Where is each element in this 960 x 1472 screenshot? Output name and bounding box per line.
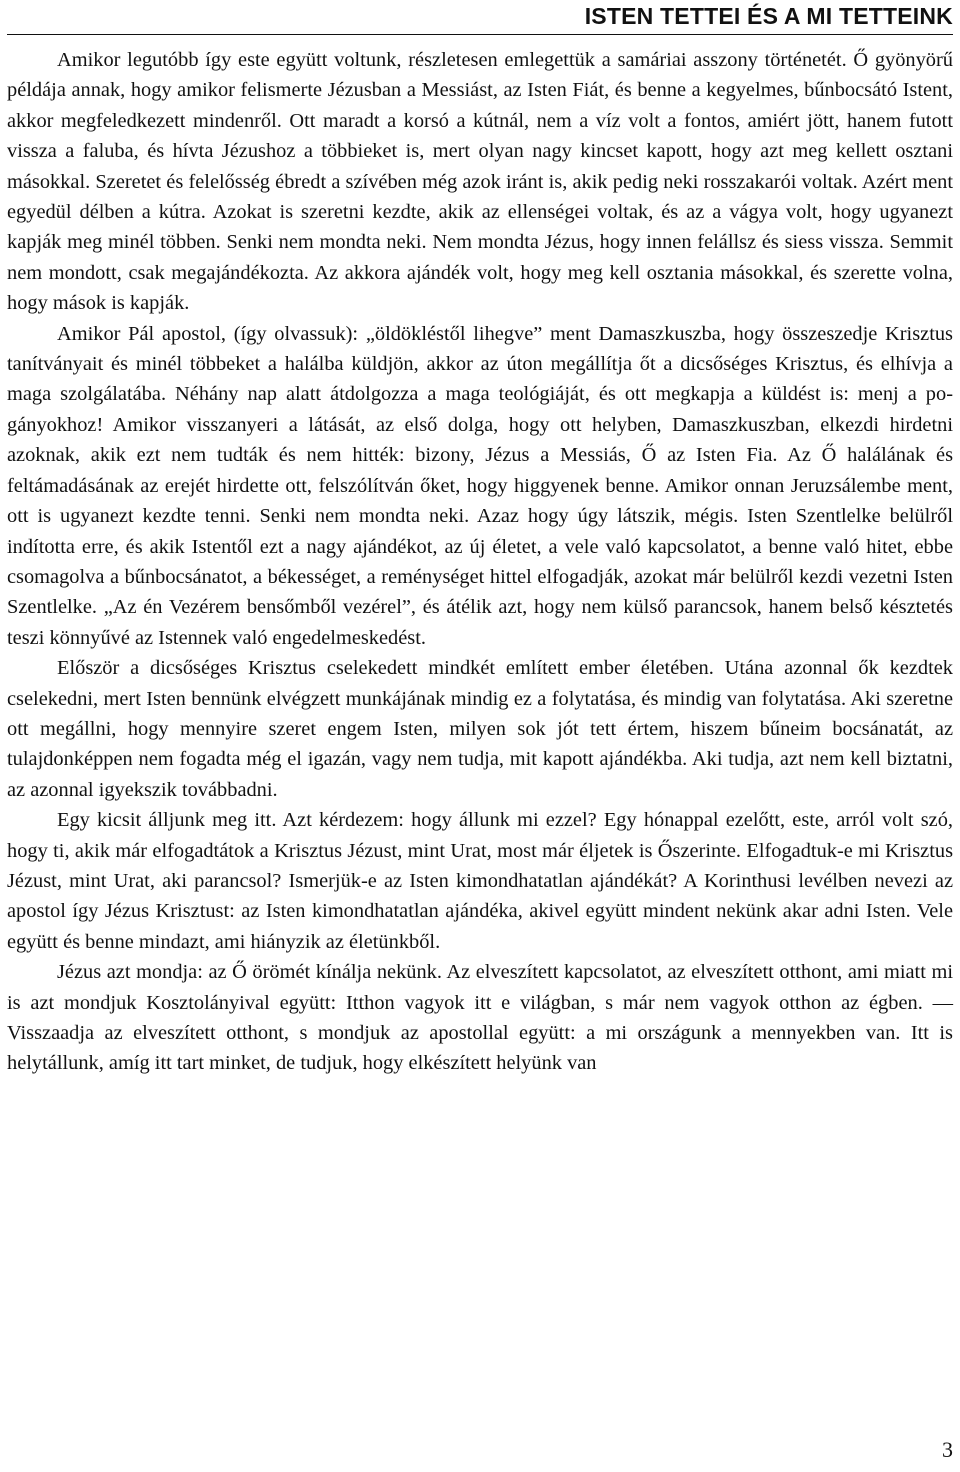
body-text [7,45,953,1079]
paragraph: Először a dicsőséges Krisztus cselekedett mindkét említett ember életében. Utána azonnal ők kezdtek cselekedni, mert Isten bennünk elvégzett munkájának mindig ez a folytatása, és mindig van folytatása. Aki szeretne ott megállni, hogy mennyire szeret engem Isten, milyen sok jót tett értem, hiszem bűneim bocsánatát, az tulajdonképpen nem fogadta még el igazán, vagy nem tudja, mit kapott ajándékba. Aki tudja, azt nem kell biztatni, az azonnal igyekszik továbbadni. [7,657,953,801]
paragraph: Amikor Pál apostol, (így olvassuk): „öldökléstől lihegve” ment Damaszkuszba, hogy összeszedje Krisztus tanítványait és minél többeket a halálba küldjön, akkor az úton megállítja őt a dicsőséges Krisztus, és elhívja a maga szolgálatába. Néhány nap alatt átdolgozza a maga teológiáját, és ott megkapja a küldést is: menj a pogányokhoz! Amikor visszanyeri a látását, az első dolga, hogy ott helyben, Damaszkuszban, elkezdi hirdetni azoknak, akik ezt nem tudták és nem hitték: bizony, Jézus a Messiás, Ő az Isten Fia. Az Ő halálának és feltámadásának az erejét hirdette ott, felszólítván őket, hogy higgyenek benne. Amikor onnan Jeruzsálembe ment, ott is ugyanezt kezdte tenni. Senki nem mondta neki. Azaz hogy úgy látszik, mégis. Isten Szentlelke belülről indította erre, és akik Istentől ezt a nagy ajándékot, az új életet, a vele való kapcsolatot, a benne való hitet, ebbe csomagolva a bűnbocsánatot, a békességet, a reménységet hittel elfogadják, azokat már belülről kezdi vezetni Isten Szentlelke. „Az én Vezérem bensőmből vezérel”, és átélik azt, hogy nem külső parancsok, hanem belső késztetés teszi könnyűvé az Istennek való engedelmeskedést. [7,322,953,649]
paragraph: Jézus azt mondja: az Ő örömét kínálja nekünk. Az elveszített kapcsolatot, az elveszített otthont, ami miatt mi is azt mondjuk Kosztolányival együtt: Itthon vagyok itt e világban, s már nem vagyok otthon az égben. — Visszaadja az elveszített otthont, s mondjuk az apostollal együtt: a mi országunk a mennyekben van. Itt is helytállunk, amíg itt tart minket, de tudjuk, hogy elkészített helyünk van [7,961,953,1075]
document-page [7,0,953,1472]
header-title: ISTEN TETTEI ÉS A MI TETTEINK [584,3,953,29]
page-number: 3 [942,1437,953,1462]
paragraph: Amikor legutóbb így este együtt voltunk, részletesen emlegettük a samáriai asszony történetét. Ő gyönyörű példája annak, hogy amikor felismerte Jézusban a Messiást, az Isten Fiát, és benne a kegyelmes, bűnbocsátó Istent, akkor megfeledkezett mindenről. Ott maradt a korsó a kútnál, nem a víz volt a fontos, amiért jött, hanem futott vissza a faluba, és hívta Jézushoz a többieket is, mert olyan nagy kincset kapott, hogy azt meg kellett osztani másokkal. Szeretet és felelősség ébredt a szívében még azok iránt is, akik pedig neki rosszakarói voltak. Azért ment egyedül délben a kútra. Azokat is szeretni kezdte, akik az ellenségei voltak, és az a vágya volt, hogy ugyanezt kapják meg minél többen. Senki nem mondta neki. Nem mondta Jézus, hogy innen felállsz és siess vissza. Semmit nem mondott, csak megajándékozta. Az akkora ajándék volt, hogy meg kell osztania másokkal, és szerette volna, hogy mások is kapják. [7,49,953,315]
paragraph: Egy kicsit álljunk meg itt. Azt kérdezem: hogy állunk mi ezzel? Egy hónappal ezelőtt, este, arról volt szó, hogy ti, akik már elfogadtátok a Krisztus Jézust, mint Urat, most már éljetek is Őszerinte. Elfogadtuk-e mi Krisztus Jézust, mint Urat, aki parancsol? Ismerjük-e az Isten kimondhatatlan ajándékát? A Korinthusi levélben nevezi az apostol így Jézus Krisztust: az Isten kimondhatatlan ajándéka, akivel együtt mindent nekünk akar adni Isten. Vele együtt és benne mindazt, ami hiányzik az életünkből. [7,809,953,953]
running-header [7,0,953,35]
